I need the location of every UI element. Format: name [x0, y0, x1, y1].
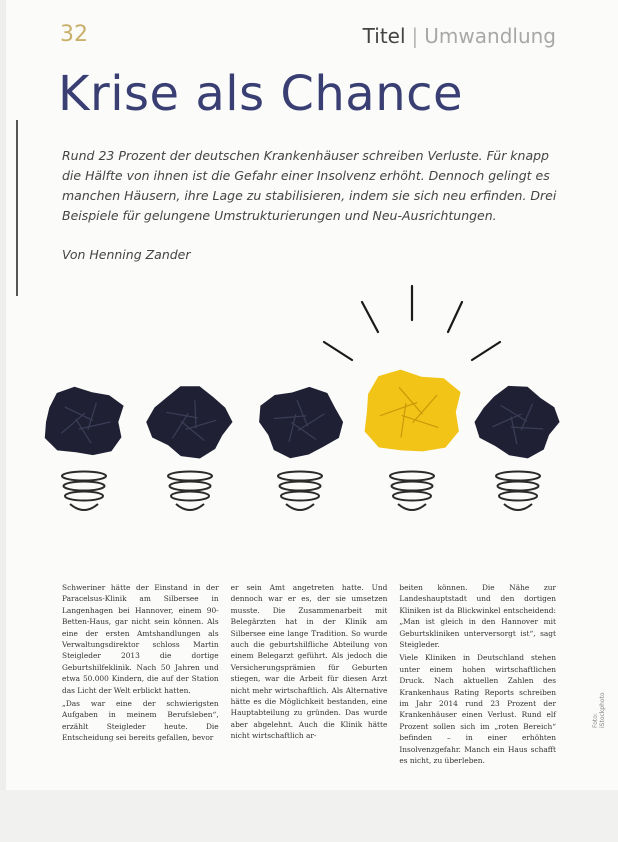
- section-subtitle: Umwandlung: [424, 24, 556, 48]
- scan-edge: [0, 0, 6, 842]
- paragraph: er sein Amt angetreten hatte. Und dennoch war er es, der sie umsetzen musste. Die Zusammenarbeit mit Belegärzten hat in der Klinik am Silbersee eine lange Tradition. So wurde auch die geburtshilfliche Abteilung von einem Belegarzt geführt. Als jedoch die Versicherungsprämien für Geburten stiegen, war die Arbeit für diesen Arzt nicht mehr wirtschaftlich. Als Alternative hätte es die Möglichkeit bestanden, eine Hauptabteilung zu gründen. Das wurde aber abgelehnt. Auch die Klinik hätte nicht wirtschaftlich ar-: [230, 583, 388, 741]
- lightbulb-icon: [45, 387, 124, 510]
- section-title: Titel: [362, 24, 406, 48]
- idea-rays-icon: [324, 286, 500, 360]
- text-column-2: [231, 582, 388, 792]
- article-byline: Von Henning Zander: [62, 247, 191, 262]
- lightbulb-icon: [146, 386, 232, 510]
- paragraph: „Das war eine der schwierigsten Aufgaben in meinem Berufsleben“, erzählt Steigleder heute. Die Entscheidung sei bereits gefallen, bevor: [62, 699, 219, 743]
- section-separator: |: [411, 24, 419, 48]
- lightbulb-icon: [259, 387, 343, 510]
- scan-margin: [0, 790, 618, 842]
- paragraph: Viele Kliniken in Deutschland stehen unter einem hohen wirtschaftlichen Druck. Nach aktuellen Zahlen des Krankenhaus Rating Reports schreiben im Jahr 2014 rund 23 Prozent der Krankenhäuser einen Verlust. Rund elf Prozent sollen sich im „roten Bereich“ befinden – in einer erhöhten Insolvenzgefahr. Manch ein Haus schafft es nicht, zu überleben.: [399, 653, 557, 766]
- photo-credit: Foto: iStockphoto: [592, 692, 606, 728]
- margin-rule: [16, 120, 18, 296]
- article-lead: Rund 23 Prozent der deutschen Krankenhäuser schreiben Verluste. Für knapp die Hälfte von ihnen ist die Gefahr einer Insolvenz erhöht. Dennoch gelingt es manchen Häusern, ihre Lage zu stabilisieren, indem sie sich neu erfinden. Drei Beispiele für gelungene Umstrukturierungen und Neu-Ausrichtungen.: [62, 148, 557, 223]
- text-column-3: [399, 582, 556, 792]
- article-headline: Krise als Chance: [58, 66, 464, 122]
- lightbulb-icon: [475, 386, 560, 510]
- text-column-1: [62, 582, 219, 792]
- article-body: [62, 582, 556, 792]
- page-number: 32: [60, 22, 88, 47]
- lit-lightbulb-icon: [365, 370, 461, 510]
- lightbulb-illustration: [40, 280, 580, 550]
- section-header: [363, 24, 556, 48]
- paragraph: beiten können. Die Nähe zur Landeshauptstadt und den dortigen Kliniken ist da Blickwinkel entscheidend: „Man ist gleich in den Hannover mit Geburtskliniken unterversorgt ist“, sagt Steigleder.: [399, 583, 557, 650]
- paragraph: Schweriner hätte der Einstand in der Paracelsus-Klinik am Silbersee in Langenhagen bei Hannover, einem 90-Betten-Haus, gar nicht sein können. Als eine der ersten Amtshandlungen als Verwaltungsdirektor schloss Martin Steigleder 2013 die dortige Geburtshilfeklinik. Nach 50 Jahren und etwa 50.000 Kindern, die auf der Station das Licht der Welt erblickt hatten.: [62, 583, 219, 695]
